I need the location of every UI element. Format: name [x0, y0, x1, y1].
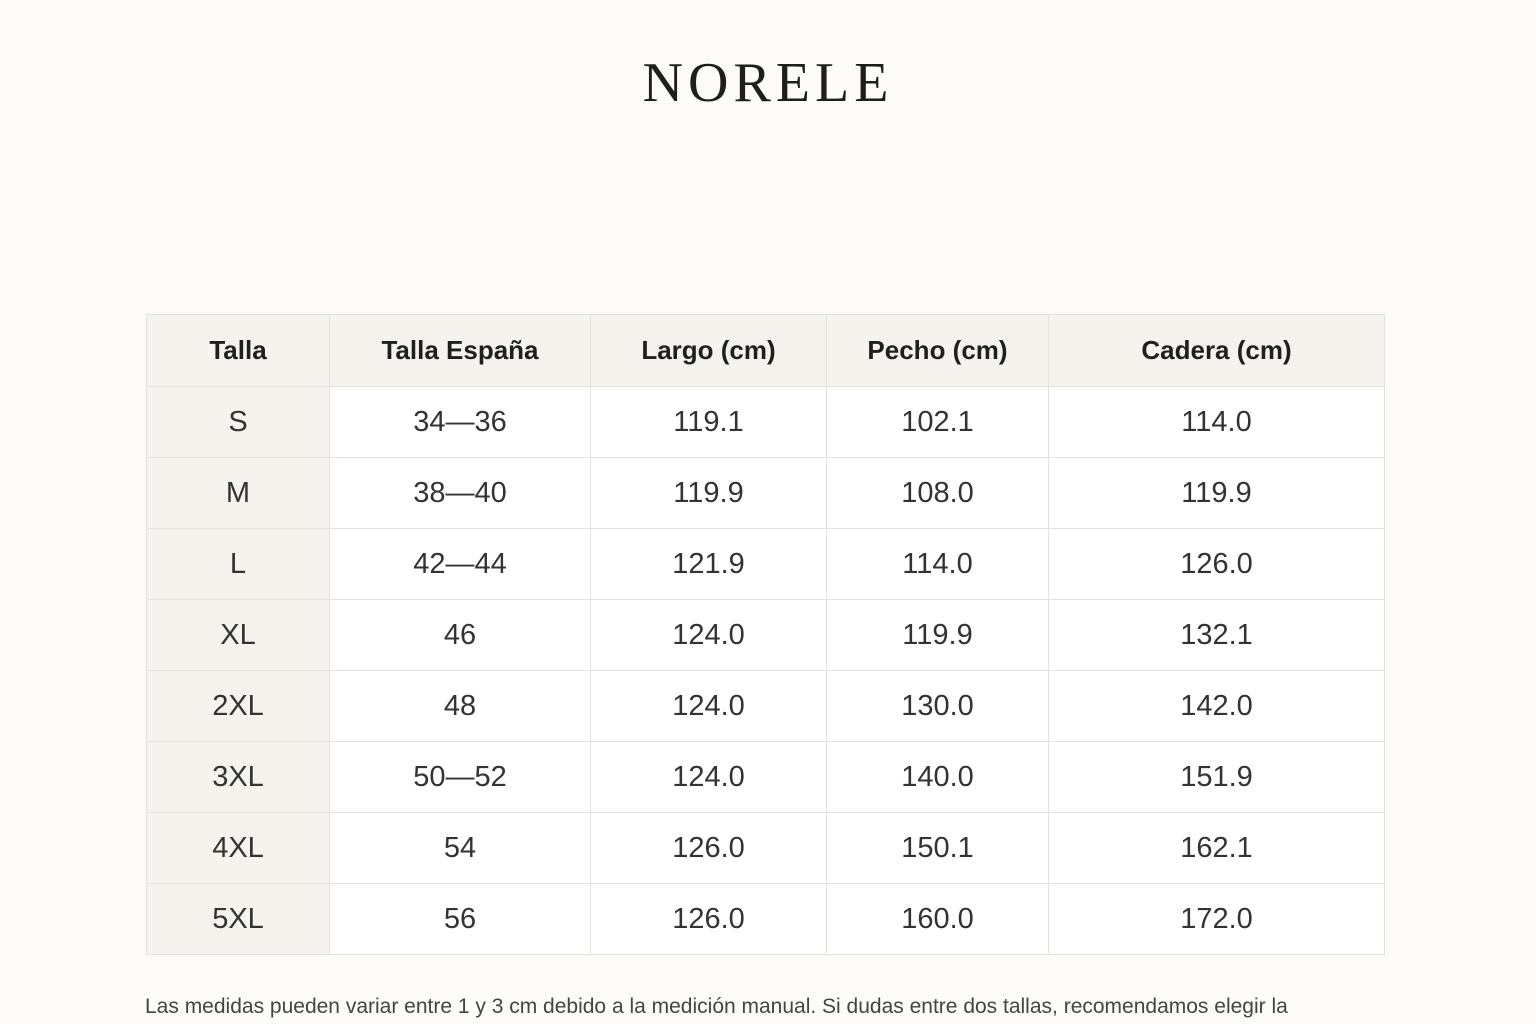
cell-talla-espana: 38—40 [330, 458, 591, 529]
cell-talla-espana: 56 [330, 884, 591, 955]
header-talla-espana: Talla España [330, 315, 591, 387]
cell-largo: 126.0 [591, 884, 827, 955]
size-chart-table [146, 314, 1385, 955]
cell-cadera: 114.0 [1049, 387, 1385, 458]
cell-largo: 119.9 [591, 458, 827, 529]
cell-cadera: 172.0 [1049, 884, 1385, 955]
cell-pecho: 119.9 [827, 600, 1049, 671]
cell-talla: XL [147, 600, 330, 671]
cell-talla: 2XL [147, 671, 330, 742]
cell-talla-espana: 34—36 [330, 387, 591, 458]
table-row [147, 458, 1385, 529]
header-largo: Largo (cm) [591, 315, 827, 387]
table-row [147, 671, 1385, 742]
cell-cadera: 142.0 [1049, 671, 1385, 742]
header-talla: Talla [147, 315, 330, 387]
cell-talla: 3XL [147, 742, 330, 813]
cell-talla-espana: 42—44 [330, 529, 591, 600]
table-row [147, 387, 1385, 458]
cell-talla: L [147, 529, 330, 600]
cell-talla-espana: 46 [330, 600, 591, 671]
cell-pecho: 108.0 [827, 458, 1049, 529]
table-row [147, 529, 1385, 600]
cell-pecho: 140.0 [827, 742, 1049, 813]
cell-talla-espana: 48 [330, 671, 591, 742]
table-header-row [147, 315, 1385, 387]
cell-largo: 119.1 [591, 387, 827, 458]
cell-pecho: 102.1 [827, 387, 1049, 458]
header-pecho: Pecho (cm) [827, 315, 1049, 387]
cell-largo: 126.0 [591, 813, 827, 884]
cell-cadera: 126.0 [1049, 529, 1385, 600]
cell-largo: 121.9 [591, 529, 827, 600]
cell-cadera: 151.9 [1049, 742, 1385, 813]
header-cadera: Cadera (cm) [1049, 315, 1385, 387]
cell-largo: 124.0 [591, 600, 827, 671]
cell-largo: 124.0 [591, 671, 827, 742]
cell-talla: M [147, 458, 330, 529]
brand-logo: NORELE [642, 52, 894, 114]
table-row [147, 813, 1385, 884]
cell-talla-espana: 54 [330, 813, 591, 884]
cell-talla: 5XL [147, 884, 330, 955]
cell-cadera: 162.1 [1049, 813, 1385, 884]
cell-talla-espana: 50—52 [330, 742, 591, 813]
cell-pecho: 130.0 [827, 671, 1049, 742]
table-row [147, 742, 1385, 813]
cell-largo: 124.0 [591, 742, 827, 813]
table-row [147, 600, 1385, 671]
cell-pecho: 160.0 [827, 884, 1049, 955]
cell-pecho: 114.0 [827, 529, 1049, 600]
cell-talla: 4XL [147, 813, 330, 884]
cell-talla: S [147, 387, 330, 458]
measurement-note: Las medidas pueden variar entre 1 y 3 cm debido a la medición manual. Si dudas entre dos tallas, recomendamos elegir la [145, 995, 1288, 1018]
table-row [147, 884, 1385, 955]
cell-pecho: 150.1 [827, 813, 1049, 884]
cell-cadera: 132.1 [1049, 600, 1385, 671]
cell-cadera: 119.9 [1049, 458, 1385, 529]
